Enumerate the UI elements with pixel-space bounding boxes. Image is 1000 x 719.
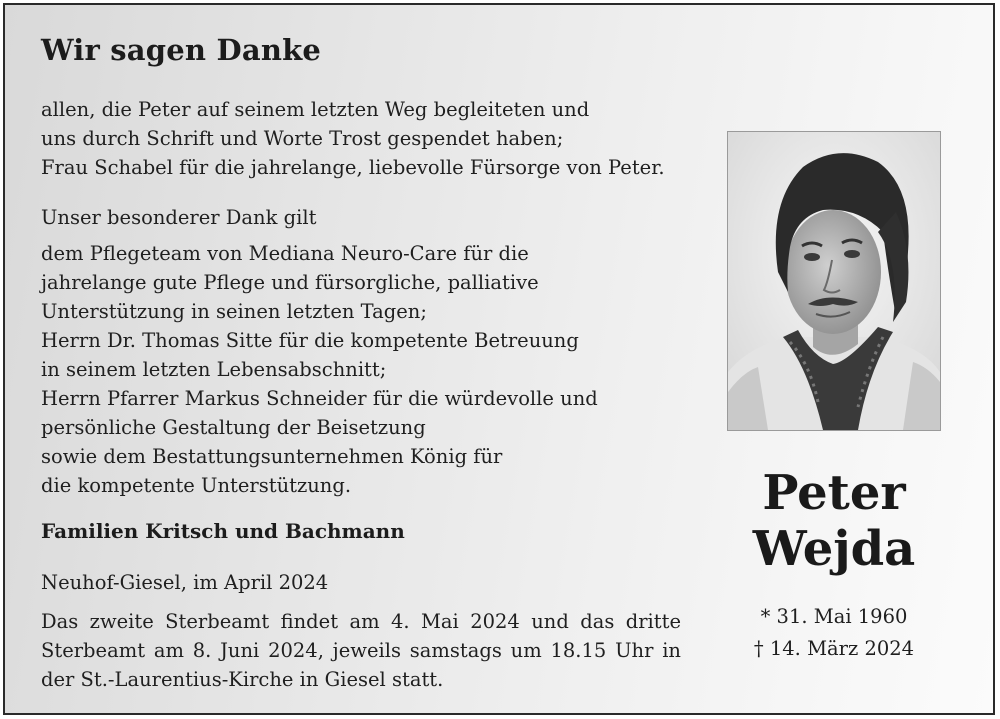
- family-signature: Familien Kritsch und Bachmann: [41, 519, 405, 543]
- heading: Wir sagen Danke: [41, 33, 322, 67]
- thanks-paragraph: allen, die Peter auf seinem letzten Weg begleiteten und uns durch Schrift und Worte Trost gespendet haben; Frau Schabel für die jahrelange, liebevolle Fürsorge von Peter.: [41, 98, 665, 179]
- birth-date: * 31. Mai 1960: [760, 605, 908, 628]
- portrait-photo: [727, 131, 941, 431]
- service-note: Das zweite Sterbeamt findet am 4. Mai 2024 und das dritte Sterbeamt am 8. Juni 2024, jeweils samstags um 18.15 Uhr in der St.-Laurentius-Kirche in Giesel statt.: [41, 610, 681, 691]
- deceased-last-name: Wejda: [752, 521, 916, 577]
- special-thanks-list: dem Pflegeteam von Mediana Neuro-Care für die jahrelange gute Pflege und fürsorgliche, palliative Unterstützung in seinen letzten Tagen; Herrn Dr. Thomas Sitte für die kompetente Betreuung in seinem letzten Lebensabschnitt; Herrn Pfarrer Markus Schneider für die würdevolle und persönliche Gestaltung der Beisetzung sowie dem Bestattungsunternehmen König für die kompetente Unterstützung.: [41, 242, 598, 497]
- death-date: † 14. März 2024: [753, 637, 915, 660]
- place-and-date: Neuhof-Giesel, im April 2024: [41, 571, 329, 594]
- special-thanks-intro: Unser besonderer Dank gilt: [41, 206, 317, 229]
- obituary-card: [3, 3, 995, 715]
- deceased-first-name: Peter: [762, 465, 906, 521]
